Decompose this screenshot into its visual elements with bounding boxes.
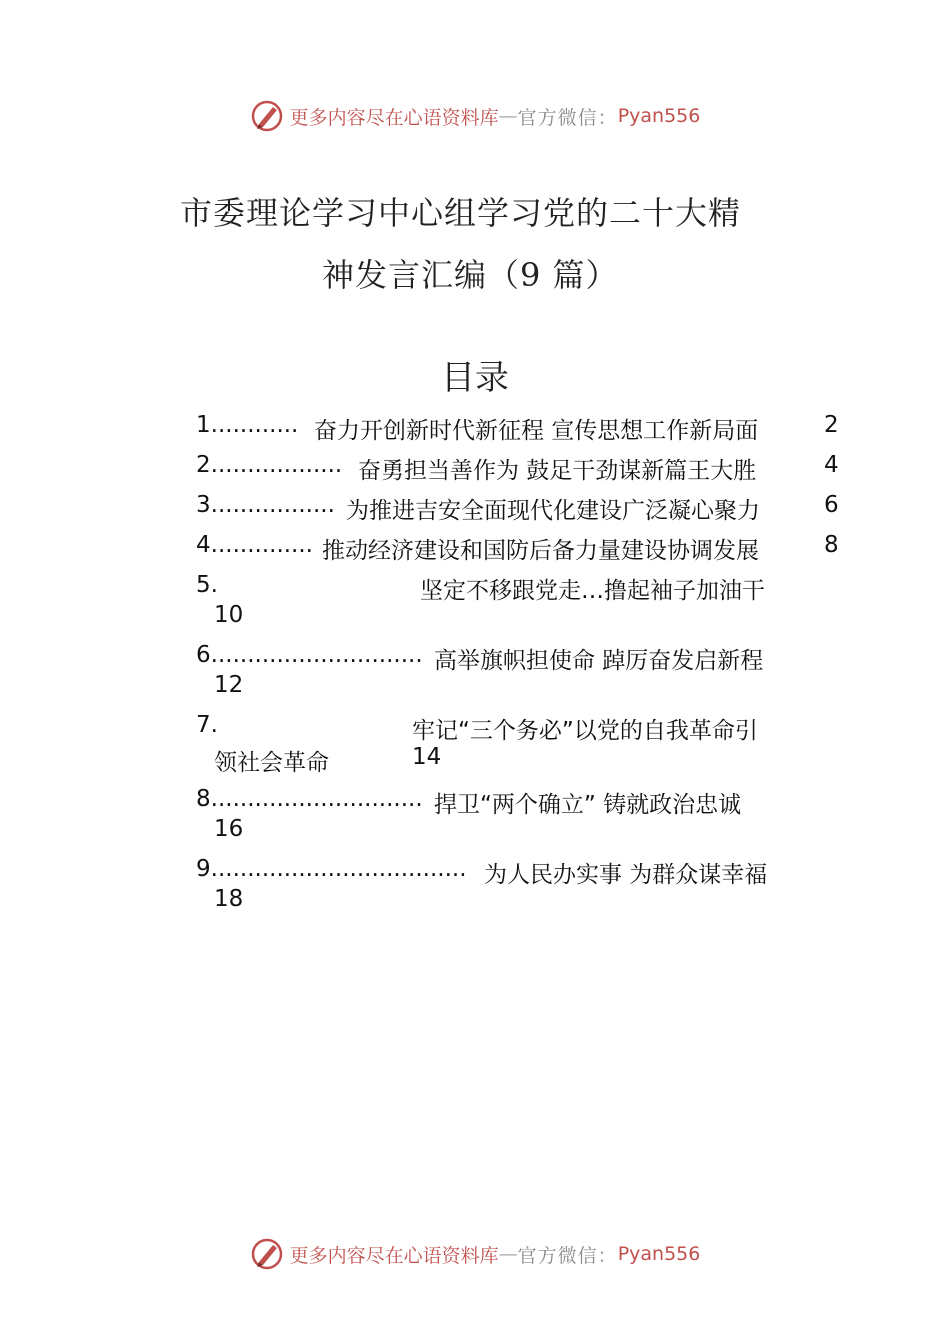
toc-entry-title: 推动经济建设和国防后备力量建设协调发展: [322, 538, 759, 564]
toc-entry-number: 1............: [196, 412, 299, 438]
pen-in-circle-icon: [250, 1237, 284, 1271]
toc-entry[interactable]: [196, 856, 856, 926]
toc-entry-page: 12: [214, 672, 244, 698]
watermark-header: [0, 94, 950, 138]
toc-entry[interactable]: [196, 572, 856, 642]
toc-entry-number: 7.: [196, 712, 218, 738]
toc-entry-number: 2..................: [196, 452, 343, 478]
toc-entry-page: 14: [412, 744, 442, 770]
watermark-wechat-label: 官方微信：: [517, 1244, 618, 1267]
toc-entry-title: 捍卫“两个确立” 铸就政治忠诚: [434, 792, 742, 818]
toc-entry-title: 坚定不移跟党走…撸起袖子加油干: [420, 578, 765, 604]
table-of-contents: [196, 412, 856, 926]
toc-entry-page: 10: [214, 602, 244, 628]
watermark-footer: [0, 1232, 950, 1276]
watermark-brand: 更多内容尽在心语资料库: [289, 1244, 499, 1267]
toc-entry[interactable]: [196, 786, 856, 856]
watermark-account: Pyan556: [617, 1243, 701, 1265]
toc-entry[interactable]: [196, 452, 856, 492]
toc-heading: 目录: [441, 358, 509, 398]
toc-entry-number: 3.................: [196, 492, 335, 518]
toc-entry-page: 6: [824, 492, 839, 518]
toc-entry-page: 8: [824, 532, 839, 558]
watermark-account: Pyan556: [617, 105, 701, 127]
toc-entry-number: 5.: [196, 572, 218, 598]
toc-entry-title: 奋力开创新时代新征程 宣传思想工作新局面: [314, 418, 759, 444]
toc-entry-number: 6.............................: [196, 642, 423, 668]
toc-entry[interactable]: [196, 532, 856, 572]
toc-entry-page: 18: [214, 886, 244, 912]
toc-entry-page: 2: [824, 412, 839, 438]
toc-entry-page: 16: [214, 816, 244, 842]
toc-entry-page: 4: [824, 452, 839, 478]
watermark-separator: —: [498, 105, 518, 127]
toc-entry-title-continued: 领社会革命: [214, 750, 329, 776]
watermark-wechat-label: 官方微信：: [517, 106, 618, 129]
toc-entry-title: 为推进吉安全面现代化建设广泛凝心聚力: [346, 498, 760, 524]
toc-entry-title: 高举旗帜担使命 踔厉奋发启新程: [434, 648, 764, 674]
watermark-brand: 更多内容尽在心语资料库: [289, 106, 499, 129]
toc-entry-number: 8.............................: [196, 786, 423, 812]
pen-in-circle-icon: [250, 99, 284, 133]
toc-entry-number: 9...................................: [196, 856, 467, 882]
toc-entry-title: 奋勇担当善作为 鼓足干劲谋新篇王大胜: [358, 458, 757, 484]
toc-entry-title: 为人民办实事 为群众谋幸福: [484, 862, 768, 888]
toc-entry[interactable]: [196, 712, 856, 786]
watermark-separator: —: [498, 1243, 518, 1265]
toc-entry[interactable]: [196, 642, 856, 712]
toc-entry-title: 牢记“三个务必”以党的自我革命引: [412, 718, 758, 744]
toc-entry-number: 4..............: [196, 532, 313, 558]
toc-entry[interactable]: [196, 412, 856, 452]
document-title-line1: 市委理论学习中心组学习党的二十大精: [180, 194, 742, 232]
document-title-line2: 神发言汇编（9 篇）: [322, 256, 619, 294]
toc-entry[interactable]: [196, 492, 856, 532]
